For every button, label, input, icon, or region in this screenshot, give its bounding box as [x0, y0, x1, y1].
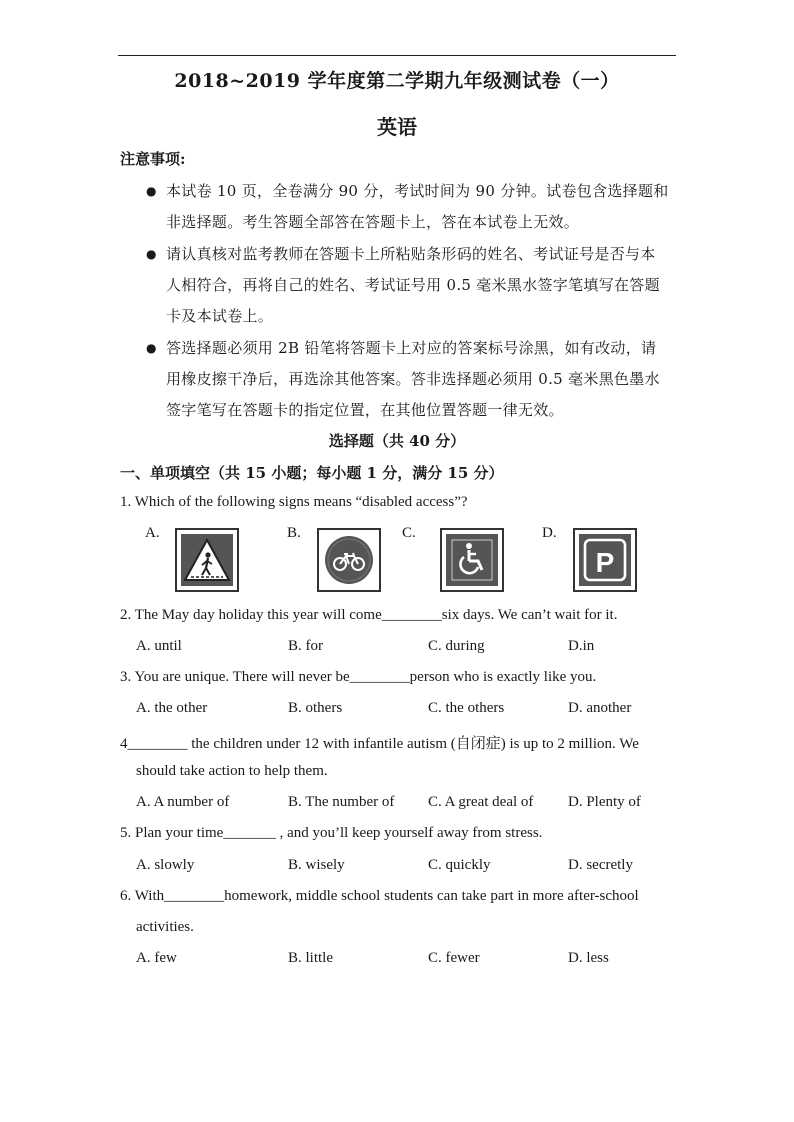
notice-list [146, 176, 694, 427]
subject-title: 英语 [377, 115, 417, 139]
bullet-icon: ● [146, 341, 157, 355]
option-a: A. until [136, 638, 182, 654]
question-3-stem: 3. You are unique. There will never be________person who is exactly like you. [120, 669, 597, 685]
option-b: B. for [288, 638, 323, 654]
sign-option-b-label: B. [287, 525, 301, 541]
top-rule [118, 55, 676, 56]
sign-option-d-label: D. [542, 525, 557, 541]
notice-line: 卡及本试卷上。 [166, 307, 274, 325]
notice-heading: 注意事项: [120, 150, 186, 168]
option-a: A. the other [136, 700, 208, 716]
option-d: D. less [568, 950, 609, 966]
notice-line: 答选择题必须用 2B 铅笔将答题卡上对应的答案标号涂黑，如有改动，请 [166, 339, 657, 357]
question-2-stem: 2. The May day holiday this year will come________six days. We can’t wait for it. [120, 607, 618, 623]
question-5-stem: 5. Plan your time_______ , and you’ll keep yourself away from stress. [120, 825, 543, 841]
bullet-icon: ● [146, 184, 157, 198]
option-d: D. secretly [568, 857, 633, 873]
notice-line: 请认真核对监考教师在答题卡上所粘贴条形码的姓名、考试证号是否与本 [166, 245, 656, 263]
pedestrian-crossing-sign-icon [175, 528, 239, 592]
parking-sign-icon [573, 528, 637, 592]
question-6-stem-cont: activities. [136, 919, 194, 935]
option-a: A. slowly [136, 857, 195, 873]
notice-item [146, 176, 694, 238]
section-heading: 选择题（共 40 分） [328, 432, 466, 450]
option-a: A. few [136, 950, 177, 966]
sign-option-c-label: C. [402, 525, 416, 541]
option-d: D.in [568, 638, 595, 654]
option-c: C. quickly [428, 857, 491, 873]
option-c: C. A great deal of [428, 794, 534, 810]
question-1-stem: 1. Which of the following signs means “disabled access”? [120, 494, 468, 510]
sign-option-a-label: A. [145, 525, 160, 541]
option-b: B. wisely [288, 857, 345, 873]
option-c: C. fewer [428, 950, 480, 966]
notice-item [146, 239, 694, 332]
option-b: B. others [288, 700, 343, 716]
page-title: 2018~2019 学年度第二学期九年级测试卷（一） [174, 70, 620, 92]
option-c: C. during [428, 638, 485, 654]
question-4-stem-cont: should take action to help them. [136, 763, 328, 779]
option-d: D. Plenty of [568, 794, 641, 810]
bullet-icon: ● [146, 247, 157, 261]
option-d: D. another [568, 700, 632, 716]
option-c: C. the others [428, 700, 505, 716]
notice-line: 非选择题。考生答题全部答在答题卡上，答在本试卷上无效。 [166, 213, 580, 231]
question-6-stem: 6. With________homework, middle school students can take part in more after-school [120, 888, 639, 904]
question-4-stem: 4________ the children under 12 with infantile autism (自闭症) is up to 2 million. We [120, 736, 639, 752]
option-a: A. A number of [136, 794, 230, 810]
option-b: B. The number of [288, 794, 395, 810]
wheelchair-sign-icon [440, 528, 504, 592]
option-b: B. little [288, 950, 333, 966]
notice-line: 签字笔写在答题卡的指定位置，在其他位置答题一律无效。 [166, 401, 564, 419]
svg-text:P: P [595, 547, 615, 578]
notice-line: 本试卷 10 页，全卷满分 90 分，考试时间为 90 分钟。试卷包含选择题和 [166, 182, 669, 200]
notice-line: 人相符合，再将自己的姓名、考试证号用 0.5 毫米黑水签字笔填写在答题 [166, 276, 660, 294]
bicycle-sign-icon [317, 528, 381, 592]
part-one-heading: 一、单项填空（共 15 小题；每小题 1 分，满分 15 分） [120, 464, 504, 482]
notice-line: 用橡皮擦干净后，再选涂其他答案。答非选择题必须用 0.5 毫米黑色墨水 [166, 370, 660, 388]
notice-item [146, 333, 694, 426]
